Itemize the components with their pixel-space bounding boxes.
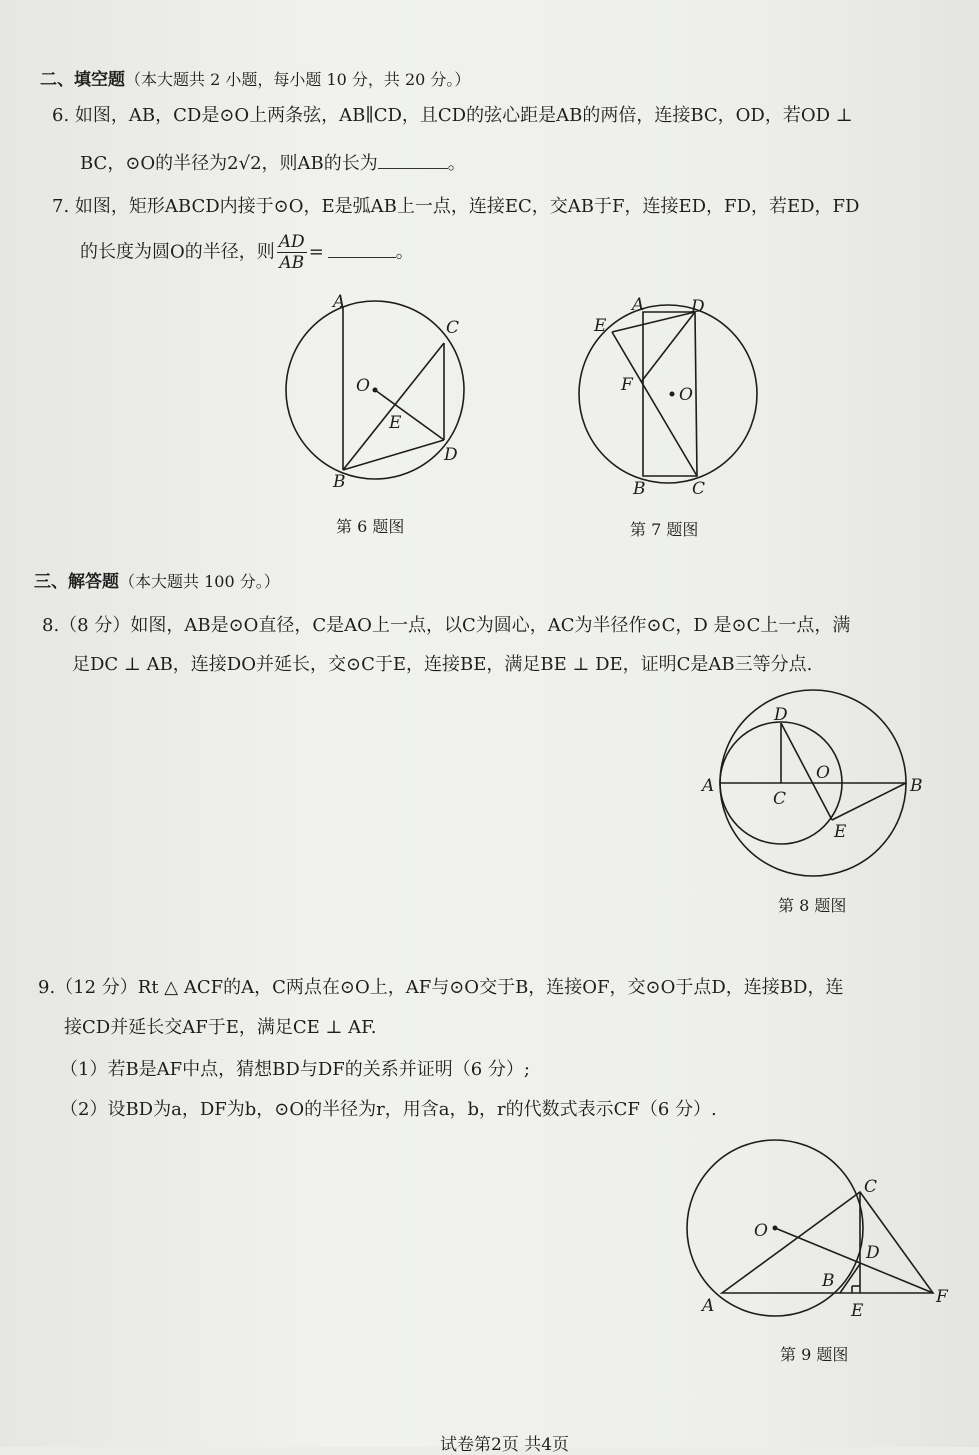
section-note: （本大题共 2 小题，每小题 10 分，共 20 分。） <box>125 70 471 89</box>
label-o: O <box>356 376 370 396</box>
q6-text: BC，⊙O的半径为2√2，则AB的长为 <box>80 153 378 174</box>
segment-bd <box>840 1264 860 1293</box>
section-title: 三、解答题 <box>34 572 119 592</box>
label-o: O <box>679 385 693 405</box>
center-dot <box>773 1226 778 1231</box>
label-b: B <box>633 479 646 499</box>
label-a: A <box>333 292 346 312</box>
label-f: F <box>936 1287 948 1307</box>
label-a: A <box>702 776 715 796</box>
label-e: E <box>389 413 402 433</box>
section-note: （本大题共 100 分。） <box>119 572 280 591</box>
label-c: C <box>446 318 460 338</box>
label-f: F <box>621 375 633 395</box>
label-o: O <box>754 1221 768 1241</box>
figure-7-caption: 第 7 题图 <box>630 520 699 539</box>
q9-text-line-1: 9.（12 分）Rt △ ACF的A，C两点在⊙O上，AF与⊙O交于B，连接OF，交⊙O于点D，连接BD，连 <box>38 977 844 998</box>
q6-period: 。 <box>447 153 466 174</box>
label-d: D <box>866 1243 880 1263</box>
figure-9-caption: 第 9 题图 <box>780 1345 849 1364</box>
label-b: B <box>910 776 923 796</box>
q9-text-line-2: 接CD并延长交AF于E，满足CE ⊥ AF. <box>64 1017 377 1038</box>
label-a: A <box>702 1296 715 1316</box>
figure-9-shapes <box>687 1140 933 1316</box>
fraction-numerator: AD <box>278 232 305 252</box>
label-b: B <box>333 472 346 492</box>
q8-text-line-1: 8.（8 分）如图，AB是⊙O直径，C是AO上一点，以C为圆心，AC为半径作⊙C，D 是⊙C上一点，满 <box>42 615 851 636</box>
label-o: O <box>816 763 830 783</box>
fraction-denominator: AB <box>279 253 305 273</box>
label-d: D <box>774 705 788 725</box>
label-c: C <box>864 1177 878 1197</box>
label-c: C <box>692 479 706 499</box>
q9-part-2: （2）设BD为a，DF为b，⊙O的半径为r，用含a，b，r的代数式表示CF（6 分）. <box>60 1099 717 1120</box>
section-title: 二、填空题 <box>40 70 125 90</box>
label-d: D <box>691 297 705 317</box>
q8-text-line-2: 足DC ⊥ AB，连接DO并延长，交⊙C于E，连接BE，满足BE ⊥ DE，证明C是AB三等分点. <box>72 654 813 675</box>
q6-text-line-1: 6. 如图，AB，CD是⊙O上两条弦，AB∥CD，且CD的弦心距是AB的两倍，连接BC，OD，若OD ⊥ <box>52 105 853 126</box>
figure-6-caption: 第 6 题图 <box>336 517 405 536</box>
page-footer: 试卷第2页 共4页 <box>440 1435 570 1455</box>
q7-equals: = <box>308 241 324 263</box>
label-b: B <box>822 1271 835 1291</box>
label-e: E <box>594 316 607 336</box>
label-e: E <box>851 1301 864 1321</box>
label-a: A <box>632 295 645 315</box>
label-c: C <box>773 789 787 809</box>
q7-text-line-1: 7. 如图，矩形ABCD内接于⊙O，E是弧AB上一点，连接EC，交AB于F，连接ED，FD，若ED，FD <box>52 196 860 217</box>
q7-period: 。 <box>395 241 414 263</box>
q9-part-1: （1）若B是AF中点，猜想BD与DF的关系并证明（6 分）; <box>60 1059 530 1080</box>
q7-text: 的长度为圆O的半径，则 <box>80 241 275 263</box>
label-d: D <box>444 445 458 465</box>
label-e: E <box>834 822 847 842</box>
figure-8-caption: 第 8 题图 <box>778 896 847 915</box>
